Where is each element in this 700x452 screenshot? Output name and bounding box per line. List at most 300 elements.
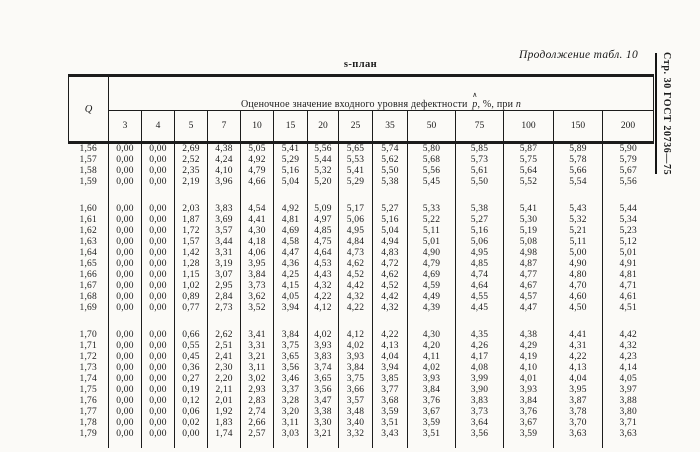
value-cell: 3,66	[339, 385, 373, 396]
spacer-cell	[504, 314, 554, 330]
spacer-cell	[109, 314, 142, 330]
value-cell: 4,91	[619, 259, 637, 269]
value-cell: 0,00	[142, 407, 175, 418]
table-row	[69, 292, 654, 303]
value-cell: 4,47	[274, 248, 308, 259]
value-cell: 3,73	[456, 407, 504, 418]
value-cell: 0,00	[142, 281, 175, 292]
value-cell: 4,26	[456, 341, 504, 352]
value-cell: 4,81	[274, 215, 308, 226]
value-cell: 0,27	[175, 374, 208, 385]
value-cell: 3,52	[241, 303, 274, 314]
value-cell: 4,22	[308, 292, 339, 303]
value-cell: 3,46	[274, 374, 308, 385]
spacer-cell	[408, 440, 456, 448]
value-cell: 5,89	[554, 143, 603, 156]
value-cell: 4,62	[373, 270, 408, 281]
spacer-cell	[274, 188, 308, 204]
spacer-cell	[69, 188, 109, 204]
value-cell: 4,64	[456, 281, 504, 292]
continuation-note: Продолжение табл. 10	[519, 49, 638, 61]
value-cell: 4,73	[339, 248, 373, 259]
value-cell: 2,93	[241, 385, 274, 396]
value-cell: 5,34	[619, 215, 637, 225]
value-cell: 4,05	[274, 292, 308, 303]
q-value: 1,69	[69, 303, 109, 314]
value-cell: 4,90	[408, 248, 456, 259]
value-cell: 0,00	[142, 155, 175, 166]
value-cell: 5,64	[504, 166, 554, 177]
value-cell: 1,74	[208, 429, 241, 440]
value-cell: 2,83	[241, 396, 274, 407]
value-cell: 0,36	[175, 363, 208, 374]
value-cell: 0,00	[109, 155, 142, 166]
value-cell: 4,52	[339, 270, 373, 281]
table-body	[69, 143, 654, 449]
value-cell: 3,44	[208, 237, 241, 248]
table-row	[69, 155, 654, 166]
value-cell: 4,94	[373, 237, 408, 248]
value-cell: 5,79	[619, 155, 637, 165]
estimate-header	[109, 76, 654, 111]
value-cell: 3,93	[308, 341, 339, 352]
value-cell: 4,02	[308, 330, 339, 341]
q-value: 1,66	[69, 270, 109, 281]
value-cell: 3,84	[504, 396, 554, 407]
table-row	[69, 341, 654, 352]
value-cell: 4,95	[456, 248, 504, 259]
value-cell: 5,85	[456, 143, 504, 156]
table-row	[69, 226, 654, 237]
value-cell: 5,09	[308, 204, 339, 215]
value-cell: 4,95	[339, 226, 373, 237]
value-cell: 0,00	[109, 374, 142, 385]
value-cell: 3,99	[456, 374, 504, 385]
spacer-cell	[208, 440, 241, 448]
value-cell: 0,00	[142, 330, 175, 341]
n-col-header: 75	[456, 111, 504, 143]
spacer-cell	[241, 314, 274, 330]
value-cell: 0,00	[109, 385, 142, 396]
q-value: 1,56	[69, 143, 109, 156]
value-cell: 3,77	[373, 385, 408, 396]
spacer-cell	[373, 188, 408, 204]
value-cell: 3,41	[241, 330, 274, 341]
value-cell: 0,00	[109, 396, 142, 407]
value-cell: 0,00	[109, 270, 142, 281]
value-cell: 5,73	[456, 155, 504, 166]
value-cell: 3,62	[241, 292, 274, 303]
value-cell: 2,19	[175, 177, 208, 188]
value-cell: 1,92	[208, 407, 241, 418]
table-row	[69, 270, 654, 281]
value-cell: 0,00	[109, 143, 142, 156]
header-row-span	[69, 76, 654, 111]
value-cell: 4,17	[456, 352, 504, 363]
table-row	[69, 352, 654, 363]
spacer-cell	[142, 188, 175, 204]
value-cell: 4,29	[504, 341, 554, 352]
q-value: 1,72	[69, 352, 109, 363]
value-cell: 3,94	[274, 303, 308, 314]
value-cell: 5,62	[373, 155, 408, 166]
plan-title: s-план	[343, 59, 378, 70]
value-cell: 5,00	[554, 248, 603, 259]
value-cell: 4,04	[373, 352, 408, 363]
value-cell: 2,95	[208, 281, 241, 292]
value-cell: 2,52	[175, 155, 208, 166]
value-cell: 4,32	[339, 292, 373, 303]
value-cell: 1,28	[175, 259, 208, 270]
value-cell: 4,54	[241, 204, 274, 215]
spacer-cell	[274, 314, 308, 330]
value-cell: 4,32	[373, 303, 408, 314]
value-cell: 3,56	[274, 363, 308, 374]
value-cell: 3,90	[456, 385, 504, 396]
q-value: 1,63	[69, 237, 109, 248]
spacer-cell	[373, 440, 408, 448]
value-cell: 3,31	[208, 248, 241, 259]
value-cell: 4,85	[456, 259, 504, 270]
value-cell: 5,50	[373, 166, 408, 177]
value-cell: 4,30	[241, 226, 274, 237]
n-col-header: 10	[241, 111, 274, 143]
value-cell: 0,00	[109, 166, 142, 177]
table-row	[69, 429, 654, 440]
value-cell: 4,84	[339, 237, 373, 248]
value-cell: 0,19	[175, 385, 208, 396]
value-cell: 4,79	[408, 259, 456, 270]
n-col-header: 25	[339, 111, 373, 143]
value-cell: 4,90	[554, 259, 603, 270]
value-cell: 5,22	[408, 215, 456, 226]
value-cell: 3,80	[619, 407, 637, 417]
value-cell: 5,61	[456, 166, 504, 177]
value-cell: 0,00	[109, 237, 142, 248]
table-tail	[69, 440, 654, 448]
value-cell: 1,02	[175, 281, 208, 292]
n-col-header: 4	[142, 111, 175, 143]
value-cell: 3,73	[241, 281, 274, 292]
value-cell: 0,00	[109, 259, 142, 270]
value-cell: 4,38	[504, 330, 554, 341]
q-value: 1,64	[69, 248, 109, 259]
value-cell: 0,00	[142, 259, 175, 270]
value-cell: 0,00	[142, 166, 175, 177]
value-cell: 5,27	[373, 204, 408, 215]
value-cell: 3,95	[241, 259, 274, 270]
value-cell: 3,51	[408, 429, 456, 440]
table-row	[69, 374, 654, 385]
value-cell: 3,59	[373, 407, 408, 418]
value-cell: 4,69	[274, 226, 308, 237]
q-value: 1,74	[69, 374, 109, 385]
value-cell: 3,75	[339, 374, 373, 385]
value-cell: 5,23	[619, 226, 637, 236]
spacer-cell	[241, 188, 274, 204]
value-cell: 0,00	[142, 204, 175, 215]
value-cell: 4,50	[554, 303, 603, 314]
value-cell: 5,11	[408, 226, 456, 237]
spacer-cell	[241, 440, 274, 448]
value-cell: 4,59	[408, 281, 456, 292]
value-cell: 3,93	[339, 352, 373, 363]
value-cell: 0,00	[109, 330, 142, 341]
spacer-cell	[274, 440, 308, 448]
value-cell: 4,42	[339, 281, 373, 292]
spacer-cell	[208, 188, 241, 204]
p-hat-symbol: ∧ p	[472, 91, 478, 110]
value-cell: 2,73	[208, 303, 241, 314]
value-cell: 4,13	[373, 341, 408, 352]
spacer-cell	[339, 314, 373, 330]
value-cell: 5,20	[308, 177, 339, 188]
table-row	[69, 363, 654, 374]
value-cell: 4,57	[504, 292, 554, 303]
spacer-cell	[603, 188, 654, 204]
value-cell: 5,30	[504, 215, 554, 226]
value-cell: 1,57	[175, 237, 208, 248]
value-cell: 4,35	[456, 330, 504, 341]
value-cell: 3,96	[208, 177, 241, 188]
value-cell: 3,76	[504, 407, 554, 418]
value-cell: 4,13	[554, 363, 603, 374]
value-cell: 5,45	[408, 177, 456, 188]
q-value: 1,73	[69, 363, 109, 374]
value-cell: 5,44	[619, 204, 637, 214]
value-cell: 4,15	[274, 281, 308, 292]
n-col-header: 5	[175, 111, 208, 143]
value-cell: 5,56	[308, 143, 339, 156]
value-cell: 3,11	[274, 418, 308, 429]
value-cell: 5,56	[619, 177, 637, 187]
value-cell: 3,67	[504, 418, 554, 429]
page-margin-rule	[655, 53, 657, 174]
value-cell: 0,00	[142, 418, 175, 429]
value-cell: 2,03	[175, 204, 208, 215]
value-cell: 5,11	[554, 237, 603, 248]
n-col-header: 20	[308, 111, 339, 143]
value-cell: 0,00	[142, 363, 175, 374]
value-cell: 0,06	[175, 407, 208, 418]
value-cell: 0,00	[175, 429, 208, 440]
value-cell: 5,74	[373, 143, 408, 156]
value-cell: 1,42	[175, 248, 208, 259]
estimate-header-prefix: Оценочное значение входного уровня дефектности	[240, 99, 468, 110]
value-cell: 0,00	[109, 226, 142, 237]
value-cell: 4,43	[308, 270, 339, 281]
value-cell: 5,38	[456, 204, 504, 215]
value-cell: 4,25	[274, 270, 308, 281]
value-cell: 1,87	[175, 215, 208, 226]
value-cell: 4,70	[554, 281, 603, 292]
value-cell: 3,65	[308, 374, 339, 385]
value-cell: 5,01	[408, 237, 456, 248]
value-cell: 0,00	[142, 374, 175, 385]
value-cell: 4,77	[504, 270, 554, 281]
value-cell: 2,30	[208, 363, 241, 374]
value-cell: 4,22	[373, 330, 408, 341]
n-col-header: 35	[373, 111, 408, 143]
value-cell: 4,62	[339, 259, 373, 270]
value-cell: 4,22	[339, 303, 373, 314]
value-cell: 4,31	[554, 341, 603, 352]
value-cell: 0,66	[175, 330, 208, 341]
n-col-header: 15	[274, 111, 308, 143]
value-cell: 5,04	[373, 226, 408, 237]
value-cell: 3,83	[208, 204, 241, 215]
value-cell: 5,56	[408, 166, 456, 177]
value-cell: 4,71	[619, 281, 637, 291]
value-cell: 4,49	[408, 292, 456, 303]
value-cell: 0,00	[109, 281, 142, 292]
value-cell: 0,00	[142, 215, 175, 226]
spacer-cell	[175, 188, 208, 204]
value-cell: 4,66	[241, 177, 274, 188]
value-cell: 2,41	[208, 352, 241, 363]
value-cell: 0,00	[109, 341, 142, 352]
value-cell: 5,44	[308, 155, 339, 166]
value-cell: 5,08	[504, 237, 554, 248]
value-cell: 0,00	[109, 363, 142, 374]
value-cell: 0,00	[109, 303, 142, 314]
value-cell: 3,28	[274, 396, 308, 407]
value-cell: 3,07	[208, 270, 241, 281]
value-cell: 5,33	[408, 204, 456, 215]
value-cell: 3,47	[308, 396, 339, 407]
value-cell: 5,16	[373, 215, 408, 226]
value-cell: 5,54	[554, 177, 603, 188]
value-cell: 4,64	[308, 248, 339, 259]
value-cell: 4,22	[554, 352, 603, 363]
value-cell: 3,76	[408, 396, 456, 407]
value-cell: 4,53	[308, 259, 339, 270]
q-value: 1,77	[69, 407, 109, 418]
value-cell: 2,01	[208, 396, 241, 407]
value-cell: 3,59	[408, 418, 456, 429]
q-value: 1,76	[69, 396, 109, 407]
table-row	[69, 396, 654, 407]
spacer-cell	[456, 314, 504, 330]
value-cell: 0,00	[142, 341, 175, 352]
value-cell: 5,87	[504, 143, 554, 156]
value-cell: 3,85	[373, 374, 408, 385]
value-cell: 4,12	[339, 330, 373, 341]
value-cell: 4,06	[241, 248, 274, 259]
spacer-cell	[175, 440, 208, 448]
value-cell: 3,63	[619, 429, 637, 439]
spacer-cell	[603, 314, 654, 330]
value-cell: 0,00	[142, 292, 175, 303]
spacer-cell	[69, 314, 109, 330]
page-side-label: Стр. 30 ГОСТ 20736—75	[661, 52, 672, 176]
n-col-header: 100	[504, 111, 554, 143]
value-cell: 5,12	[619, 237, 637, 247]
value-cell: 4,83	[373, 248, 408, 259]
spacer-cell	[456, 188, 504, 204]
value-cell: 3,97	[619, 385, 637, 395]
value-cell: 0,00	[142, 396, 175, 407]
value-cell: 4,79	[241, 166, 274, 177]
value-cell: 4,97	[308, 215, 339, 226]
table-row	[69, 418, 654, 429]
value-cell: 4,10	[208, 166, 241, 177]
q-column-header: Q	[69, 76, 109, 143]
value-cell: 0,00	[109, 429, 142, 440]
value-cell: 4,41	[554, 330, 603, 341]
value-cell: 3,03	[274, 429, 308, 440]
table-row	[69, 330, 654, 341]
value-cell: 0,77	[175, 303, 208, 314]
value-cell: 3,43	[373, 429, 408, 440]
table-row	[69, 303, 654, 314]
n-col-header: 150	[554, 111, 603, 143]
value-cell: 3,56	[456, 429, 504, 440]
q-value: 1,75	[69, 385, 109, 396]
spacer-cell	[504, 188, 554, 204]
value-cell: 4,42	[373, 292, 408, 303]
spacer-cell	[456, 440, 504, 448]
value-cell: 0,00	[142, 303, 175, 314]
value-cell: 4,55	[456, 292, 504, 303]
value-cell: 3,84	[274, 330, 308, 341]
spacer-cell	[175, 314, 208, 330]
q-value: 1,62	[69, 226, 109, 237]
value-cell: 4,81	[619, 270, 637, 280]
value-cell: 2,66	[241, 418, 274, 429]
value-cell: 5,41	[504, 204, 554, 215]
value-cell: 4,23	[619, 352, 637, 362]
value-cell: 4,39	[408, 303, 456, 314]
table-row	[69, 204, 654, 215]
value-cell: 5,32	[554, 215, 603, 226]
value-cell: 0,02	[175, 418, 208, 429]
value-cell: 3,02	[241, 374, 274, 385]
group-gap	[69, 314, 654, 330]
value-cell: 3,95	[554, 385, 603, 396]
q-value: 1,61	[69, 215, 109, 226]
q-value: 1,60	[69, 204, 109, 215]
value-cell: 4,11	[408, 352, 456, 363]
spacer-cell	[109, 440, 142, 448]
value-cell: 4,36	[274, 259, 308, 270]
value-cell: 3,37	[274, 385, 308, 396]
value-cell: 3,57	[208, 226, 241, 237]
spacer-cell	[339, 440, 373, 448]
q-value: 1,71	[69, 341, 109, 352]
hat-accent: ∧	[472, 91, 478, 99]
spacer-cell	[208, 314, 241, 330]
value-cell: 4,47	[504, 303, 554, 314]
value-cell: 3,19	[208, 259, 241, 270]
value-cell: 2,84	[208, 292, 241, 303]
value-cell: 5,67	[619, 166, 637, 176]
value-cell: 5,43	[554, 204, 603, 215]
table-row	[69, 143, 654, 156]
value-cell: 4,38	[208, 143, 241, 156]
value-cell: 3,48	[339, 407, 373, 418]
value-cell: 4,05	[619, 374, 637, 384]
spacer-cell	[109, 188, 142, 204]
value-cell: 4,74	[456, 270, 504, 281]
value-cell: 1,83	[208, 418, 241, 429]
value-cell: 0,00	[109, 352, 142, 363]
value-cell: 5,29	[339, 177, 373, 188]
value-cell: 3,30	[308, 418, 339, 429]
value-cell: 5,50	[456, 177, 504, 188]
value-cell: 5,27	[456, 215, 504, 226]
value-cell: 0,00	[142, 143, 175, 156]
